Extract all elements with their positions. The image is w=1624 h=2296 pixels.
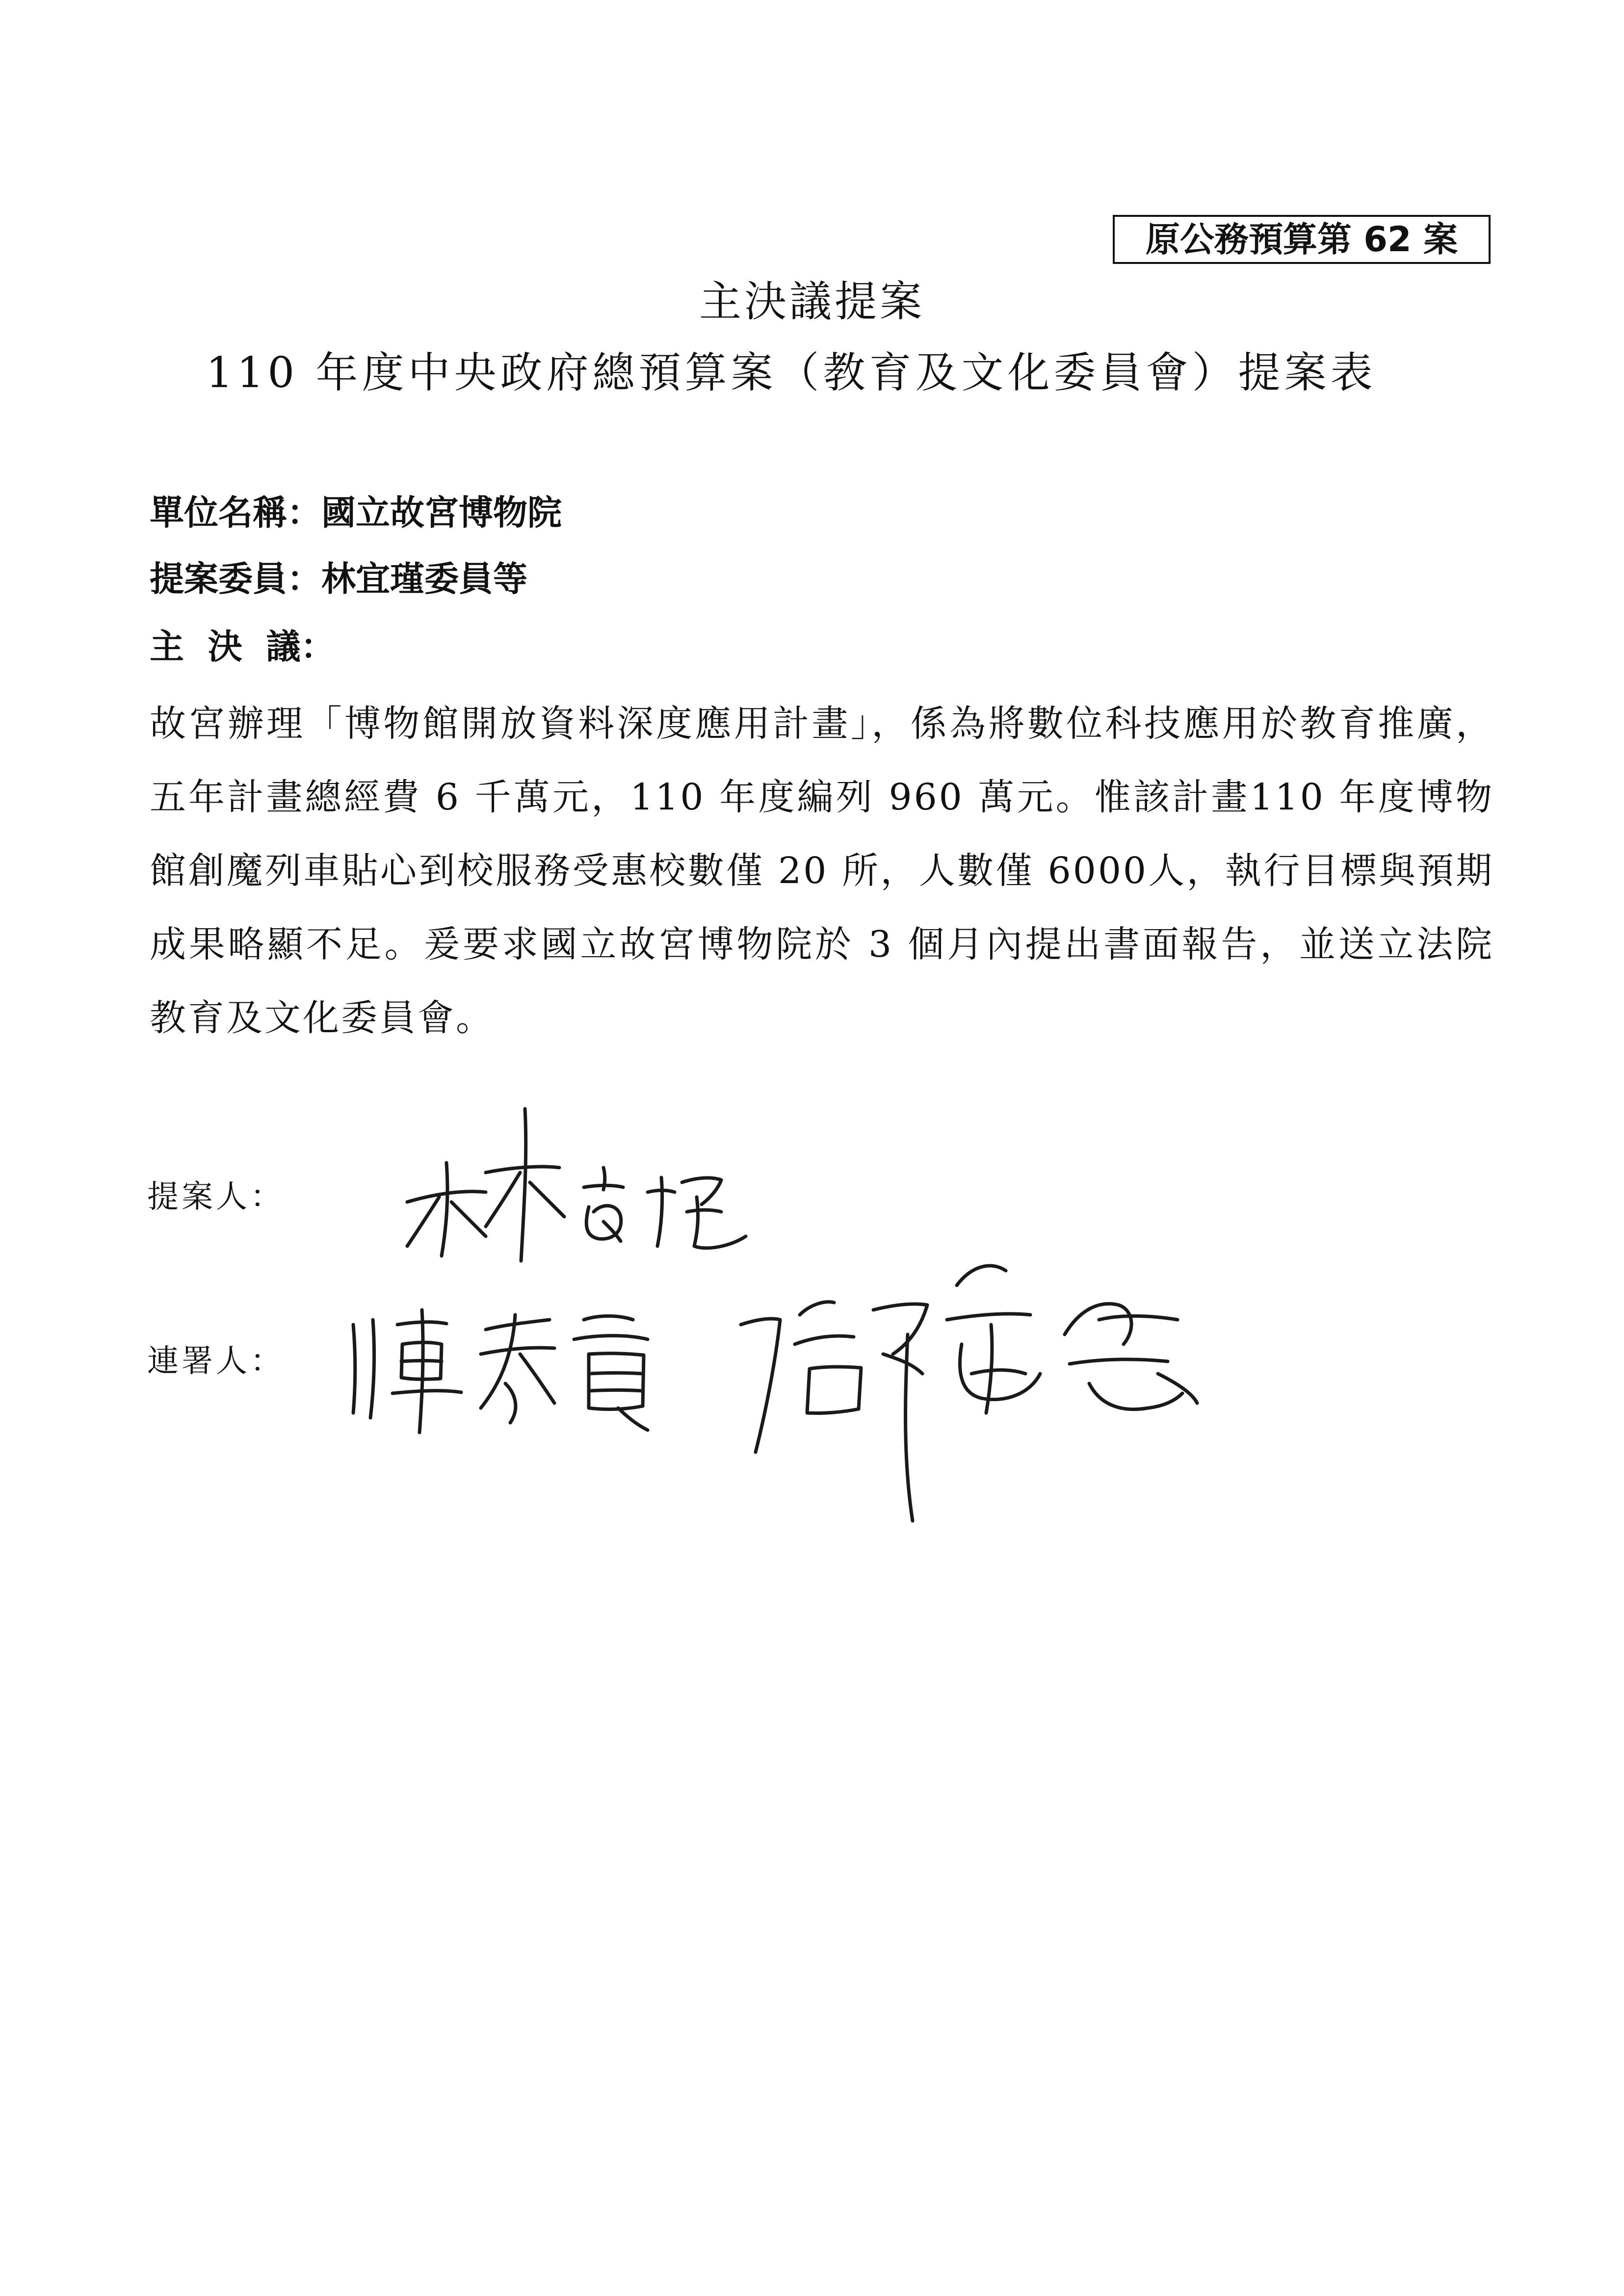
cosigner-signature-label: 連署人： xyxy=(147,1343,285,1380)
proposer-value: 林宜瑾委員等 xyxy=(321,559,527,599)
unit-field xyxy=(150,488,562,537)
resolution-label: 主 決 議： xyxy=(150,626,335,667)
case-number-box xyxy=(1113,215,1491,264)
unit-value: 國立故宮博物院 xyxy=(321,493,562,533)
document-title: 主決議提案 xyxy=(699,277,925,326)
resolution-text: 故宮辦理「博物館開放資料深度應用計畫」，係為將數位科技應用於教育推廣，五年計畫總經費 6 千萬元，110 年度編列 960 萬元。惟該計畫110 年度博物館創魔列車貼心到校服務受惠校數僅 20 所，人數僅 6000人，執行目標與預期成果略顯不足。爰要求國立故宮博物院於 3 個月內提出書面報告，並送立法院教育及文化委員會。 xyxy=(150,703,1494,1039)
document-subtitle: 110 年度中央政府總預算案（教育及文化委員會）提案表 xyxy=(206,348,1377,397)
proposer-field xyxy=(150,554,527,603)
unit-label: 單位名稱： xyxy=(150,493,321,533)
proposer-label: 提案委員： xyxy=(150,559,321,599)
case-number: 原公務預算第 62 案 xyxy=(1145,219,1458,260)
cosigner-signature-1 xyxy=(343,1295,697,1442)
proposer-signature-label: 提案人： xyxy=(147,1179,285,1215)
resolution-field xyxy=(150,622,335,671)
cosigner-signature-2 xyxy=(726,1236,1266,1540)
